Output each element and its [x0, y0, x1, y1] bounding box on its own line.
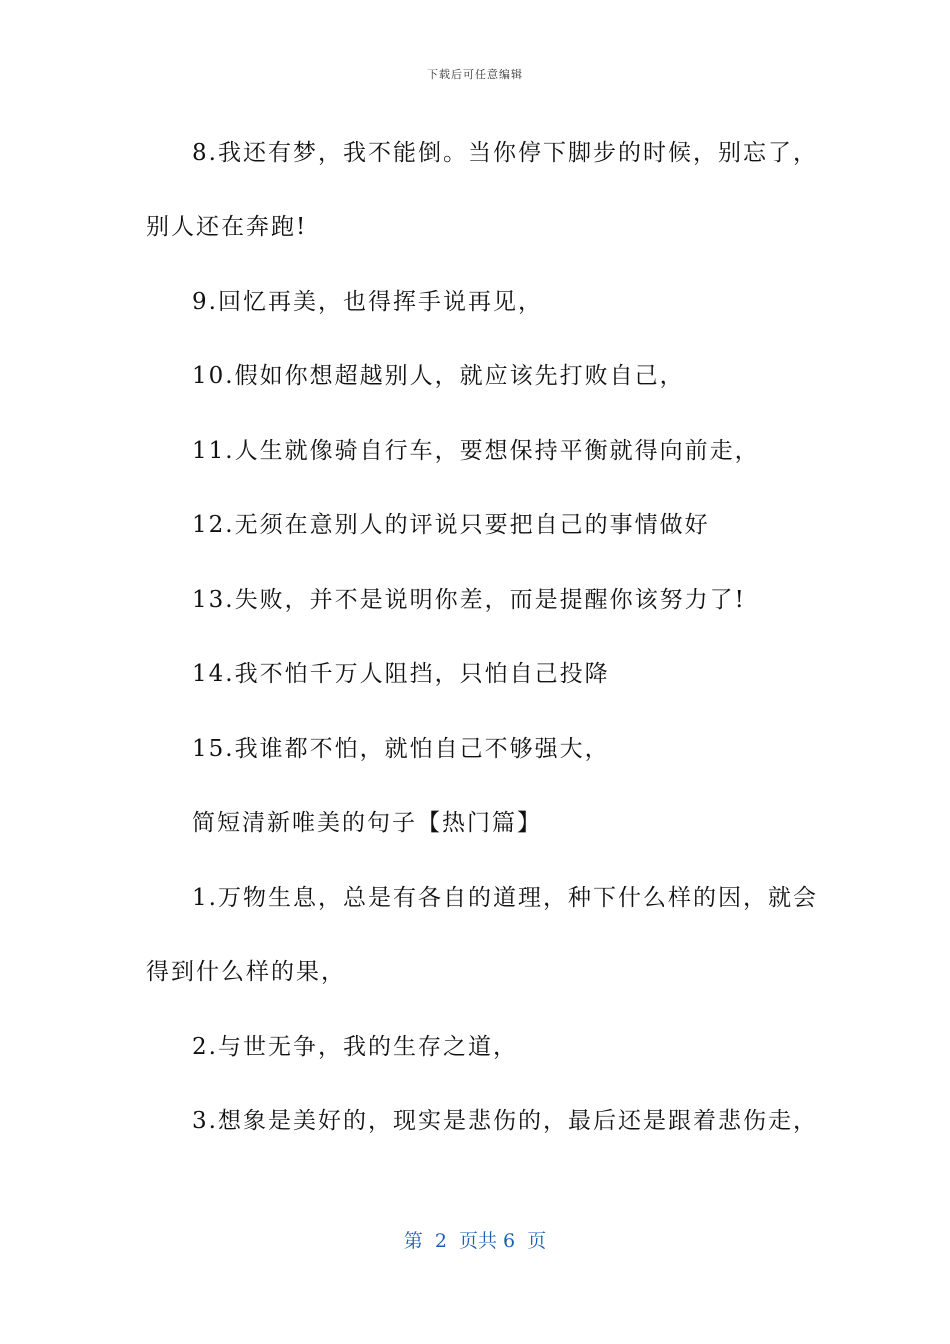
body-line: 10.假如你想超越别人，就应该先打败自己， [192, 363, 685, 389]
body-line: 得到什么样的果， [146, 959, 346, 985]
body-line: 1.万物生息，总是有各自的道理，种下什么样的因，就会 [192, 885, 818, 911]
body-line: 3.想象是美好的，现实是悲伤的，最后还是跟着悲伤走， [192, 1108, 818, 1134]
body-line: 8.我还有梦，我不能倒。当你停下脚步的时候，别忘了， [192, 140, 818, 166]
body-line: 2.与世无争，我的生存之道， [192, 1034, 518, 1060]
page-header: 下载后可任意编辑 [427, 68, 523, 81]
body-line: 14.我不怕千万人阻挡，只怕自己投降 [192, 661, 610, 687]
body-line: 12.无须在意别人的评说只要把自己的事情做好 [192, 512, 710, 538]
page-number: 第 2 页共 6 页 [403, 1230, 547, 1252]
section-heading: 简短清新唯美的句子【热门篇】 [192, 810, 542, 836]
body-line: 13.失败，并不是说明你差，而是提醒你该努力了! [192, 587, 746, 613]
body-line: 别人还在奔跑! [146, 214, 308, 240]
body-line: 9.回忆再美，也得挥手说再见， [192, 289, 543, 315]
body-line: 15.我谁都不怕，就怕自己不够强大， [192, 736, 610, 762]
body-line: 11.人生就像骑自行车，要想保持平衡就得向前走， [192, 438, 760, 464]
